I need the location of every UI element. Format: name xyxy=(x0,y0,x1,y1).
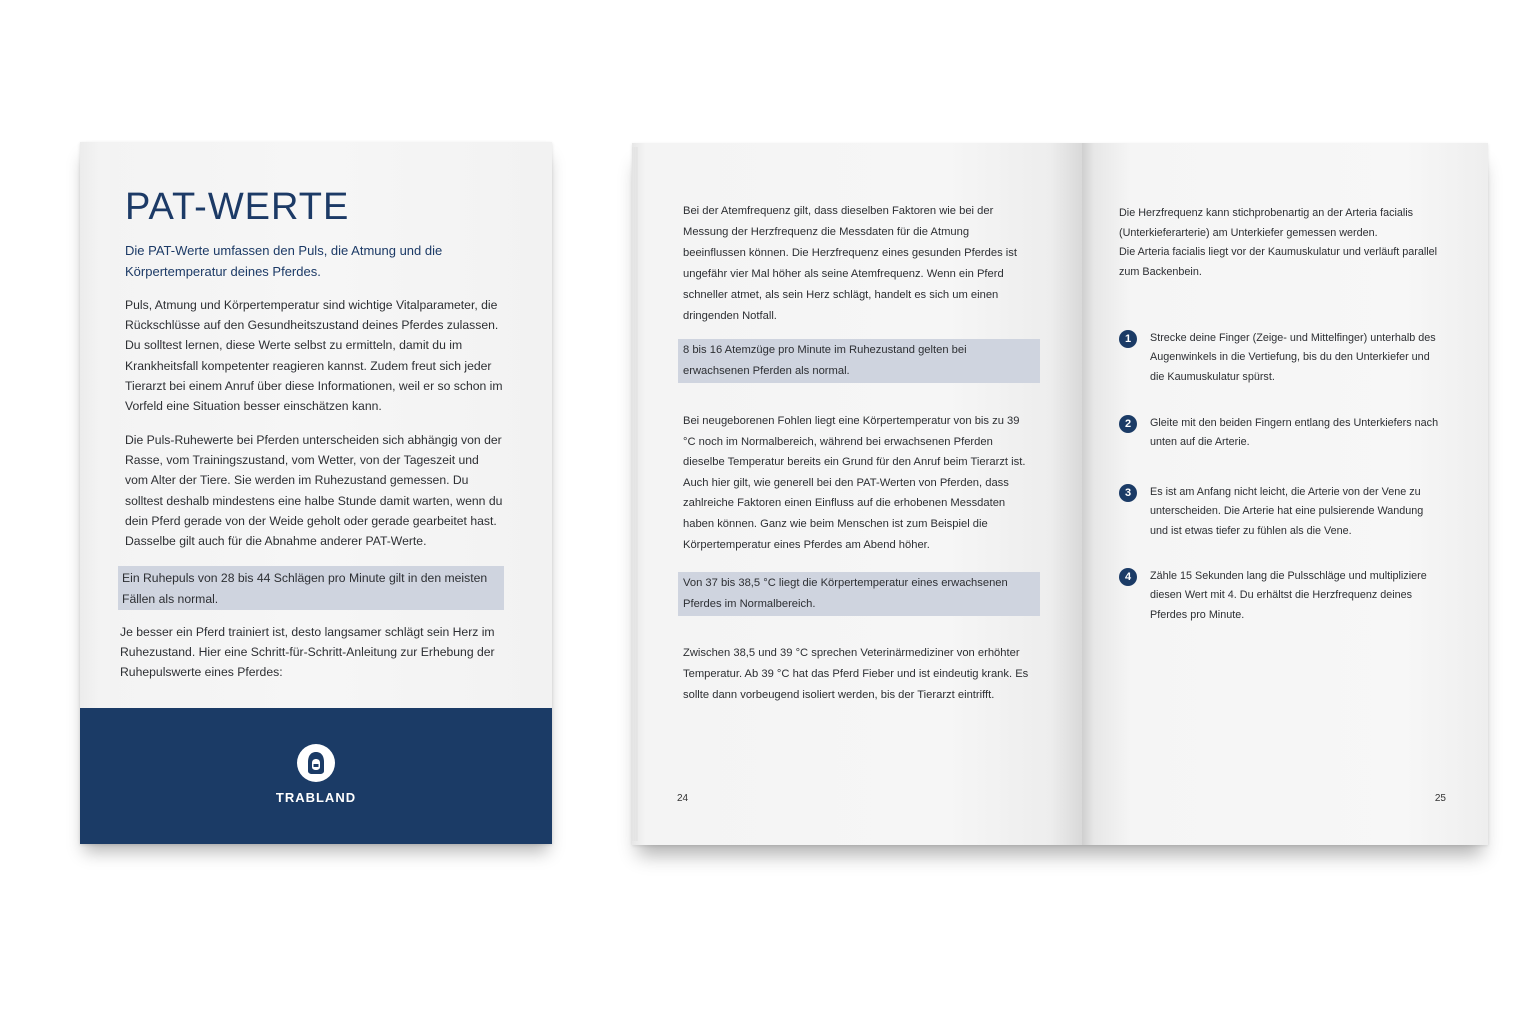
brand-logo xyxy=(80,744,552,805)
step-text: Zähle 15 Sekunden lang die Pulsschläge und multipliziere diesen Wert mit 4. Du erhältst die Herzfrequenz deines Pferdes pro Minute. xyxy=(1150,570,1427,621)
intro-line-arteria: Die Herzfrequenz kann stichprobenartig an der Arteria facialis (Unterkieferarterie) am Unterkiefer gemessen werden. xyxy=(1119,207,1414,239)
intro-line-kaumuskulatur: Die Arteria facialis liegt vor der Kaumuskulatur und verläuft parallel zum Backenbein. xyxy=(1119,246,1438,278)
page-title: PAT-WERTE xyxy=(125,186,350,228)
step-number-badge: 4 xyxy=(1119,568,1137,586)
step-number-badge: 3 xyxy=(1119,484,1137,502)
text-atemfrequenz: Bei der Atemfrequenz gilt, dass dieselben Faktoren wie bei der Messung der Herzfrequenz die Messdaten für die Atmung beeinflussen können. Die Herzfrequenz eines gesunden Pferdes ist ungefähr vier Mal höher als seine Atemfrequenz. Wenn ein Pferd schneller atmet, als sein Herz schlägt, handelt es sich um einen dringenden Notfall. xyxy=(683,205,1017,322)
step-number-badge: 2 xyxy=(1119,415,1137,433)
intro-herzfrequenz xyxy=(1119,204,1449,282)
paragraph-puls-ruhewerte: Die Puls-Ruhewerte bei Pferden unterscheiden sich abhängig von der Rasse, vom Trainingszustand, vom Wetter, von der Tageszeit und vom Alter der Tiere. Sie werden im Ruhezustand gemessen. Du solltest deshalb mindestens eine halbe Stunde damit warten, wenn du dein Pferd gerade von der Weide geholt oder gerade gearbeitet hast. Dasselbe gilt auch für die Abnahme anderer PAT-Werte. xyxy=(125,433,503,549)
highlight-ruhepuls: Ein Ruhepuls von 28 bis 44 Schlägen pro Minute gilt in den meisten Fällen als normal. xyxy=(118,566,504,610)
brand-footer-band xyxy=(80,708,552,844)
horse-head-logo-icon xyxy=(297,744,335,782)
text-fieber: Zwischen 38,5 und 39 °C sprechen Veterinärmediziner von erhöhter Temperatur. Ab 39 °C hat das Pferd Fieber und ist eindeutig krank. Es sollte dann vorbeugend isoliert werden, bis der Tierarzt eintrifft. xyxy=(683,647,1029,701)
page-number-left: 24 xyxy=(677,793,689,804)
highlight-atemzuege: 8 bis 16 Atemzüge pro Minute im Ruhezustand gelten bei erwachsenen Pferden als normal. xyxy=(678,339,1040,383)
brochure-cover xyxy=(80,142,552,844)
paragraph-anleitung: Je besser ein Pferd trainiert ist, desto langsamer schlägt sein Herz im Ruhezustand. Hier eine Schritt-für-Schritt-Anleitung zur Erhebung der Ruhepulswerte eines Pferdes: xyxy=(120,625,495,680)
page-stack-edge xyxy=(632,147,638,841)
highlight-koerpertemperatur: Von 37 bis 38,5 °C liegt die Körpertemperatur eines erwachsenen Pferdes im Normalbereich. xyxy=(678,572,1040,616)
step-text: Gleite mit den beiden Fingern entlang des Unterkiefers nach unten auf die Arterie. xyxy=(1150,417,1439,449)
page-25 xyxy=(1082,143,1488,845)
page-24 xyxy=(632,143,1082,845)
brand-name: TRABLAND xyxy=(275,790,357,805)
intro-lead: Die PAT-Werte umfassen den Puls, die Atmung und die Körpertemperatur deines Pferdes. xyxy=(125,243,443,279)
step-text: Strecke deine Finger (Zeige- und Mittelfinger) unterhalb des Augenwinkels in die Vertiefung, bis du den Unterkiefer und die Kaumuskulatur spürst. xyxy=(1150,332,1436,383)
page-number-right: 25 xyxy=(1434,793,1446,804)
open-booklet xyxy=(632,143,1488,845)
paragraph-vitalparameter: Puls, Atmung und Körpertemperatur sind wichtige Vitalparameter, die Rückschlüsse auf den Gesundheitszustand deines Pferdes zulassen. Du solltest lernen, diese Werte selbst zu ermitteln, damit du im Krankheitsfall kompetenter reagieren kannst. Zudem freut sich jeder Tierarzt bei einem Anruf über diese Informationen, weil er so schon im Vorfeld eine Situation besser einschätzen kann. xyxy=(125,298,503,414)
step-text: Es ist am Anfang nicht leicht, die Arterie von der Vene zu unterscheiden. Die Arterie hat eine pulsierende Wandung und ist etwas tiefer zu fühlen als die Vene. xyxy=(1150,486,1424,537)
text-fohlen-temperatur: Bei neugeborenen Fohlen liegt eine Körpertemperatur von bis zu 39 °C noch im Normalbereich, während bei erwachsenen Pferden dieselbe Temperatur bereits ein Grund für den Anruf beim Tierarzt ist. Auch hier gilt, wie generell bei den PAT-Werten von Pferden, dass zahlreiche Faktoren einen Einfluss auf die erhobenen Messdaten haben können. Ganz wie beim Menschen ist zum Beispiel die Körpertemperatur eines Pferdes am Abend höher. xyxy=(683,415,1026,551)
step-number-badge: 1 xyxy=(1119,330,1137,348)
